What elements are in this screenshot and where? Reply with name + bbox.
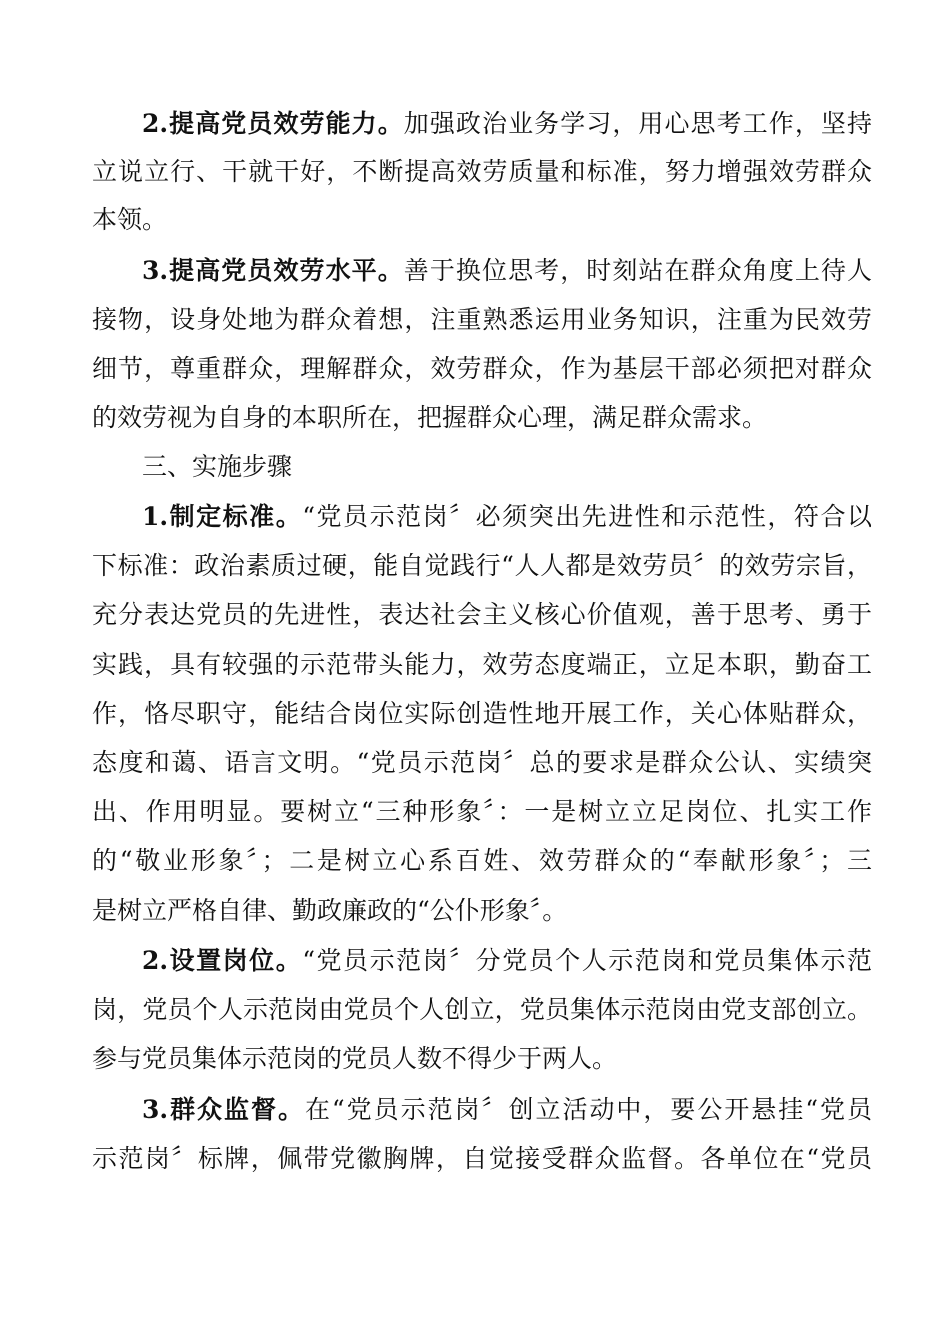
paragraph-3-line-1	[142, 497, 872, 537]
paragraph-3-line-7: 出、作用明显。要树立“三种形象〞：一是树立立足岗位、扎实工作	[92, 797, 872, 826]
paragraph-4-heading: 2.设置岗位。	[142, 946, 303, 975]
paragraph-3-line-3: 充分表达党员的先进性，表达社会主义核心价值观，善于思考、勇于	[92, 600, 872, 629]
paragraph-2-line-1-text: 善于换位思考，时刻站在群众角度上待人	[403, 256, 872, 285]
paragraph-2-line-2: 接物，设身处地为群众着想，注重熟悉运用业务知识，注重为民效劳	[92, 305, 872, 334]
paragraph-3-heading: 1.制定标准。	[142, 502, 303, 531]
paragraph-3-line-2: 下标准：政治素质过硬，能自觉践行“人人都是效劳员〞的效劳宗旨，	[92, 551, 872, 580]
paragraph-5-line-1	[142, 1090, 872, 1130]
paragraph-4-line-2: 岗，党员个人示范岗由党员个人创立，党员集体示范岗由党支部创立。	[92, 995, 872, 1024]
paragraph-2-line-4: 的效劳视为自身的本职所在，把握群众心理，满足群众需求。	[92, 403, 768, 432]
paragraph-4-line-1	[142, 941, 872, 981]
paragraph-1-line-1	[142, 104, 872, 144]
paragraph-3-line-6: 态度和蔼、语言文明。“党员示范岗〞总的要求是群众公认、实绩突	[92, 748, 872, 777]
paragraph-3-line-8: 的“敬业形象〞；二是树立心系百姓、效劳群众的“奉献形象〞；三	[92, 846, 872, 875]
paragraph-2-heading: 3.提高党员效劳水平。	[142, 256, 404, 285]
paragraph-3-line-4: 实践，具有较强的示范带头能力，效劳态度端正，立足本职，勤奋工	[92, 650, 872, 679]
paragraph-5-line-1-text: 在“党员示范岗〞创立活动中，要公开悬挂“党员	[304, 1095, 872, 1124]
paragraph-5-line-2: 示范岗〞标牌，佩带党徽胸牌，自觉接受群众监督。各单位在“党员	[92, 1144, 872, 1173]
paragraph-4-line-3: 参与党员集体示范岗的党员人数不得少于两人。	[92, 1044, 618, 1073]
paragraph-2-line-3: 细节，尊重群众，理解群众，效劳群众，作为基层干部必须把对群众	[92, 354, 872, 383]
section-heading: 三、实施步骤	[142, 452, 293, 481]
paragraph-4-line-1-text: “党员示范岗〞分党员个人示范岗和党员集体示范	[302, 946, 872, 975]
paragraph-1-heading: 2.提高党员效劳能力。	[142, 109, 404, 138]
paragraph-3-line-5: 作，恪尽职守，能结合岗位实际创造性地开展工作，关心体贴群众，	[92, 699, 872, 728]
paragraph-1-line-1-text: 加强政治业务学习，用心思考工作，坚持	[403, 109, 872, 138]
paragraph-1-line-2: 立说立行、干就干好，不断提高效劳质量和标准，努力增强效劳群众	[92, 157, 872, 186]
paragraph-1-line-3: 本领。	[92, 205, 168, 234]
paragraph-5-heading: 3.群众监督。	[142, 1095, 305, 1124]
paragraph-3-line-1-text: “党员示范岗〞必须突出先进性和示范性，符合以	[302, 502, 872, 531]
paragraph-2-line-1	[142, 251, 872, 291]
paragraph-3-line-9: 是树立严格自律、勤政廉政的“公仆形象〞。	[92, 896, 568, 925]
